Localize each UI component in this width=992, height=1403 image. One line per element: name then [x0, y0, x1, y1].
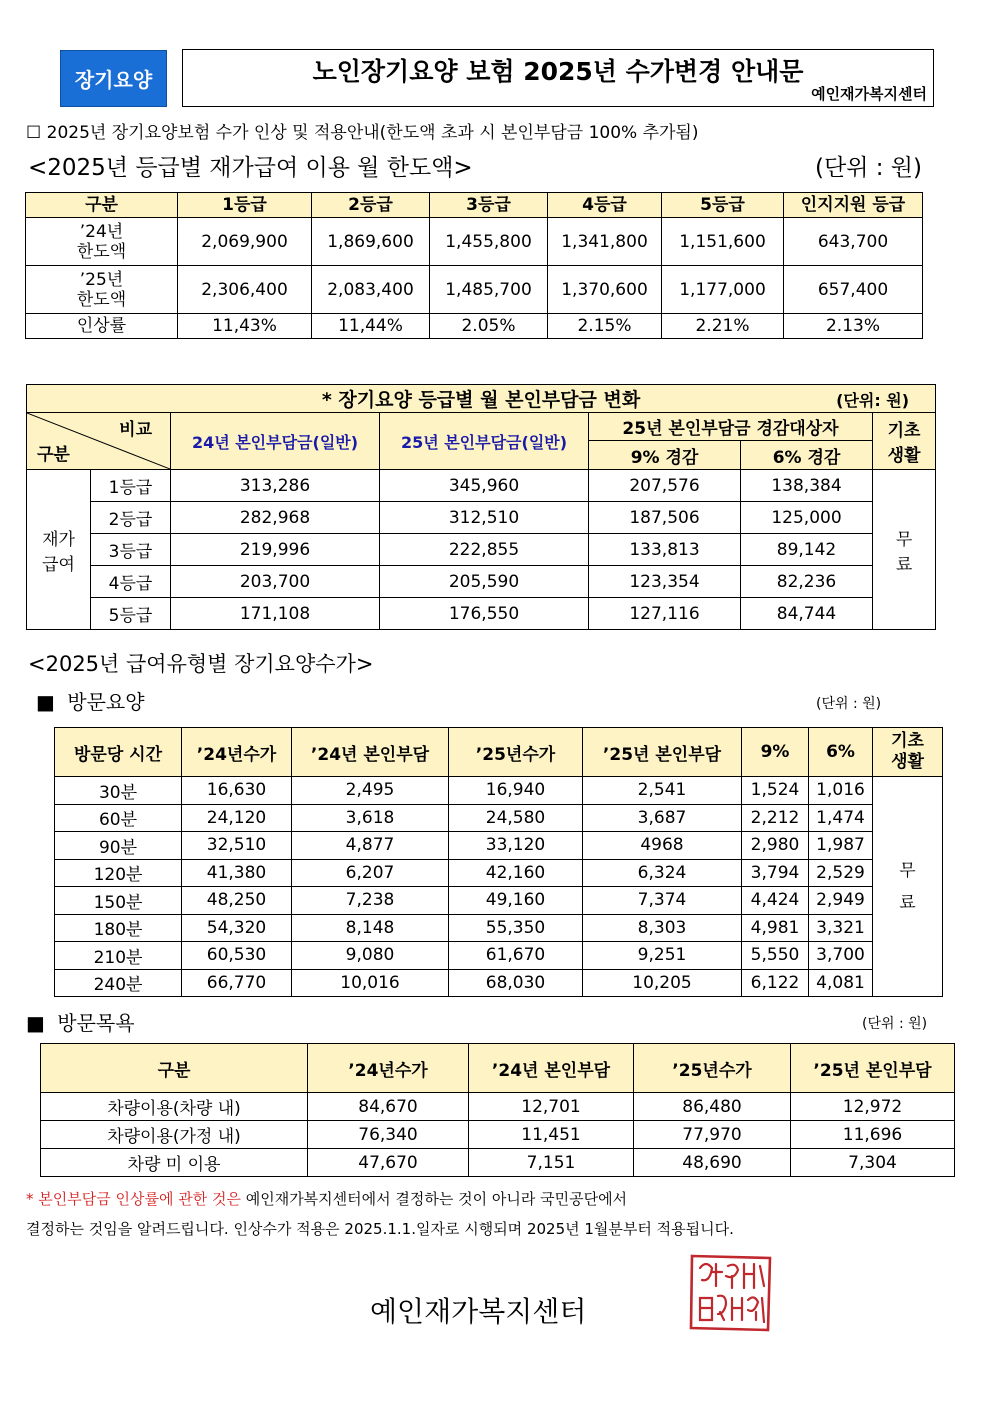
cell: 1,341,800	[548, 218, 662, 266]
cell: 차량이용(가정 내)	[41, 1121, 308, 1149]
cell: 205,590	[380, 566, 589, 598]
cell: 2,529	[809, 859, 873, 887]
cell: 47,670	[308, 1149, 469, 1177]
cell: 11,696	[791, 1121, 955, 1149]
cell: 68,030	[449, 969, 583, 997]
visit-bath-title: 방문목욕	[57, 1011, 135, 1035]
cell: 138,384	[741, 470, 873, 502]
cell: 4968	[583, 832, 742, 860]
table-row	[55, 969, 943, 997]
col-header: 4등급	[548, 193, 662, 218]
grade-label: 3등급	[91, 534, 171, 566]
cell: 41,380	[182, 859, 292, 887]
cell: 77,970	[634, 1121, 791, 1149]
fees-heading: <2025년 급여유형별 장기요양수가>	[28, 652, 374, 676]
cell: 2,495	[292, 777, 449, 805]
cell: 207,576	[589, 470, 741, 502]
cell: 24,120	[182, 804, 292, 832]
col-header: 5등급	[662, 193, 784, 218]
col-header: ’24년수가	[308, 1044, 469, 1093]
footer-note-1	[26, 1188, 627, 1209]
cell: 5,550	[742, 942, 809, 970]
cell: 3,618	[292, 804, 449, 832]
table-row	[41, 1093, 955, 1121]
free-label: 무 료	[873, 470, 936, 630]
square-bullet-icon: ■	[36, 690, 55, 714]
cell: 54,320	[182, 914, 292, 942]
cell: 2,212	[742, 804, 809, 832]
cell: 12,972	[791, 1093, 955, 1121]
cell: 24,580	[449, 804, 583, 832]
cell: 133,813	[589, 534, 741, 566]
cell: 3,794	[742, 859, 809, 887]
diag-bottom-label: 구분	[37, 445, 70, 465]
cell: 89,142	[741, 534, 873, 566]
col-header: 인지지원 등급	[784, 193, 923, 218]
col-header: 구분	[41, 1044, 308, 1093]
col-header: ’25년수가	[634, 1044, 791, 1093]
cell: 11,43%	[178, 314, 312, 339]
cell: 150분	[55, 887, 182, 915]
visit-care-title: 방문요양	[67, 690, 145, 714]
cell: 16,940	[449, 777, 583, 805]
visit-bath-heading	[26, 1007, 135, 1036]
row-label: ’24년 한도액	[26, 218, 178, 266]
cell: 3,321	[809, 914, 873, 942]
cell: 643,700	[784, 218, 923, 266]
table-row	[27, 598, 936, 630]
table-row	[55, 777, 943, 805]
cell: 48,250	[182, 887, 292, 915]
table-row	[55, 942, 943, 970]
visit-care-unit: (단위 : 원)	[816, 696, 882, 712]
cell: 84,670	[308, 1093, 469, 1121]
cell: 8,303	[583, 914, 742, 942]
organization-name: 예인재가복지센터	[811, 85, 927, 103]
col-header: ’25년수가	[449, 728, 583, 777]
cell: 657,400	[784, 266, 923, 314]
cell: 61,670	[449, 942, 583, 970]
copay-table	[26, 384, 936, 630]
row-label: ’25년 한도액	[26, 266, 178, 314]
cell: 9,080	[292, 942, 449, 970]
cell: 187,506	[589, 502, 741, 534]
cell: 16,630	[182, 777, 292, 805]
table-row	[55, 804, 943, 832]
col-header-basic: 기초 생활	[873, 413, 936, 470]
page-title: 노인장기요양 보험 2025년 수가변경 안내문	[312, 57, 804, 86]
col-header: 기초 생활	[873, 728, 943, 777]
cell: 8,148	[292, 914, 449, 942]
cell: 90분	[55, 832, 182, 860]
cell: 7,374	[583, 887, 742, 915]
cell: 6,207	[292, 859, 449, 887]
col-header-24: 24년 본인부담금(일반)	[171, 413, 380, 470]
signature-org: 예인재가복지센터	[370, 1295, 587, 1328]
cell: 240분	[55, 969, 182, 997]
cell: 180분	[55, 914, 182, 942]
cell: 60,530	[182, 942, 292, 970]
table-row	[27, 502, 936, 534]
cell: 49,160	[449, 887, 583, 915]
limits-table	[25, 192, 923, 339]
col-header: 방문당 시간	[55, 728, 182, 777]
footer-note-2: 결정하는 것임을 알려드립니다. 인상수가 적용은 2025.1.1.일자로 시행되며 2025년 1월분부터 적용됩니다.	[26, 1220, 734, 1238]
notice-text: ☐ 2025년 장기요양보험 수가 인상 및 적용안내(한도액 초과 시 본인부담금 100% 추가됨)	[26, 123, 699, 143]
cell: 1,987	[809, 832, 873, 860]
diag-top-label: 비교	[119, 420, 152, 440]
cell: 176,550	[380, 598, 589, 630]
grade-label: 2등급	[91, 502, 171, 534]
cell: 6,324	[583, 859, 742, 887]
visit-bath-table	[40, 1043, 955, 1177]
table-row	[41, 1149, 955, 1177]
cell: 12,701	[469, 1093, 634, 1121]
cell: 312,510	[380, 502, 589, 534]
table-row	[26, 218, 923, 266]
table-row	[27, 470, 936, 502]
col-header: ’24년 본인부담	[469, 1044, 634, 1093]
cell: 1,455,800	[430, 218, 548, 266]
cell: 32,510	[182, 832, 292, 860]
cell: 1,016	[809, 777, 873, 805]
copay-title: * 장기요양 등급별 월 본인부담금 변화	[321, 389, 641, 411]
cell: 1,151,600	[662, 218, 784, 266]
col-header: 2등급	[312, 193, 430, 218]
col-header: 3등급	[430, 193, 548, 218]
cell: 86,480	[634, 1093, 791, 1121]
cell: 11,451	[469, 1121, 634, 1149]
cell: 1,370,600	[548, 266, 662, 314]
cell: 3,687	[583, 804, 742, 832]
cell: 1,485,700	[430, 266, 548, 314]
footer-red-text: * 본인부담금 인상률에 관한 것은	[26, 1190, 241, 1208]
visit-care-table	[54, 727, 943, 997]
table-row	[55, 859, 943, 887]
footer-text: 예인재가복지센터에서 결정하는 것이 아니라 국민공단에서	[240, 1190, 628, 1208]
cell: 171,108	[171, 598, 380, 630]
cell: 9,251	[583, 942, 742, 970]
table-row	[55, 914, 943, 942]
cell: 33,120	[449, 832, 583, 860]
cell: 4,981	[742, 914, 809, 942]
table-row	[27, 534, 936, 566]
square-bullet-icon: ■	[26, 1011, 45, 1035]
cell: 2.15%	[548, 314, 662, 339]
cell: 2,306,400	[178, 266, 312, 314]
grade-label: 1등급	[91, 470, 171, 502]
cell: 2,949	[809, 887, 873, 915]
cell: 7,238	[292, 887, 449, 915]
cell: 차량 미 이용	[41, 1149, 308, 1177]
diagonal-header	[27, 413, 171, 470]
col-header: ’24년 본인부담	[292, 728, 449, 777]
limits-title: <2025년 등급별 재가급여 이용 월 한도액>	[28, 155, 473, 181]
cell: 3,700	[809, 942, 873, 970]
cell: 4,424	[742, 887, 809, 915]
table-row	[41, 1121, 955, 1149]
cell: 10,205	[583, 969, 742, 997]
cell: 313,286	[171, 470, 380, 502]
cell: 125,000	[741, 502, 873, 534]
cell: 66,770	[182, 969, 292, 997]
grade-label: 4등급	[91, 566, 171, 598]
cell: 1,177,000	[662, 266, 784, 314]
cell: 차량이용(차량 내)	[41, 1093, 308, 1121]
grade-label: 5등급	[91, 598, 171, 630]
cell: 55,350	[449, 914, 583, 942]
cell: 7,304	[791, 1149, 955, 1177]
cell: 84,744	[741, 598, 873, 630]
col-header-6: 6% 경감	[741, 441, 873, 470]
cell: 2,083,400	[312, 266, 430, 314]
cell: 2,980	[742, 832, 809, 860]
col-header-25: 25년 본인부담금(일반)	[380, 413, 589, 470]
col-header-reduce: 25년 본인부담금 경감대상자	[589, 413, 873, 441]
group-label: 재가 급여	[27, 470, 91, 630]
table-row	[55, 887, 943, 915]
visit-bath-unit: (단위 : 원)	[862, 1016, 928, 1032]
limits-heading	[28, 149, 922, 182]
cell: 7,151	[469, 1149, 634, 1177]
table-row	[55, 832, 943, 860]
cell: 2,541	[583, 777, 742, 805]
col-header: 구분	[26, 193, 178, 218]
title-box	[182, 49, 934, 107]
col-header: ’25년 본인부담	[583, 728, 742, 777]
col-header: ’25년 본인부담	[791, 1044, 955, 1093]
cell: 210분	[55, 942, 182, 970]
cell: 10,016	[292, 969, 449, 997]
copay-unit: (단위: 원)	[836, 391, 910, 410]
copay-title-row	[27, 385, 936, 413]
free-label: 무 료	[873, 777, 943, 997]
visit-care-heading	[36, 686, 145, 715]
cell: 127,116	[589, 598, 741, 630]
cell: 6,122	[742, 969, 809, 997]
cell: 42,160	[449, 859, 583, 887]
cell: 219,996	[171, 534, 380, 566]
limits-unit: (단위 : 원)	[815, 155, 922, 181]
cell: 4,877	[292, 832, 449, 860]
col-header-9: 9% 경감	[589, 441, 741, 470]
cell: 48,690	[634, 1149, 791, 1177]
cell: 60분	[55, 804, 182, 832]
cell: 11,44%	[312, 314, 430, 339]
cell: 4,081	[809, 969, 873, 997]
cell: 2.21%	[662, 314, 784, 339]
col-header: ’24년수가	[182, 728, 292, 777]
cell: 282,968	[171, 502, 380, 534]
cell: 345,960	[380, 470, 589, 502]
cell: 30분	[55, 777, 182, 805]
table-row	[26, 266, 923, 314]
cell: 1,524	[742, 777, 809, 805]
cell: 222,855	[380, 534, 589, 566]
table-row	[26, 314, 923, 339]
col-header: 1등급	[178, 193, 312, 218]
table-row	[27, 566, 936, 598]
seal-stamp-icon	[686, 1250, 776, 1336]
col-header: 6%	[809, 728, 873, 777]
cell: 1,474	[809, 804, 873, 832]
category-badge: 장기요양	[60, 50, 167, 107]
cell: 1,869,600	[312, 218, 430, 266]
cell: 120분	[55, 859, 182, 887]
cell: 2,069,900	[178, 218, 312, 266]
cell: 82,236	[741, 566, 873, 598]
row-label: 인상률	[26, 314, 178, 339]
cell: 203,700	[171, 566, 380, 598]
cell: 2.05%	[430, 314, 548, 339]
cell: 2.13%	[784, 314, 923, 339]
col-header: 9%	[742, 728, 809, 777]
cell: 123,354	[589, 566, 741, 598]
cell: 76,340	[308, 1121, 469, 1149]
